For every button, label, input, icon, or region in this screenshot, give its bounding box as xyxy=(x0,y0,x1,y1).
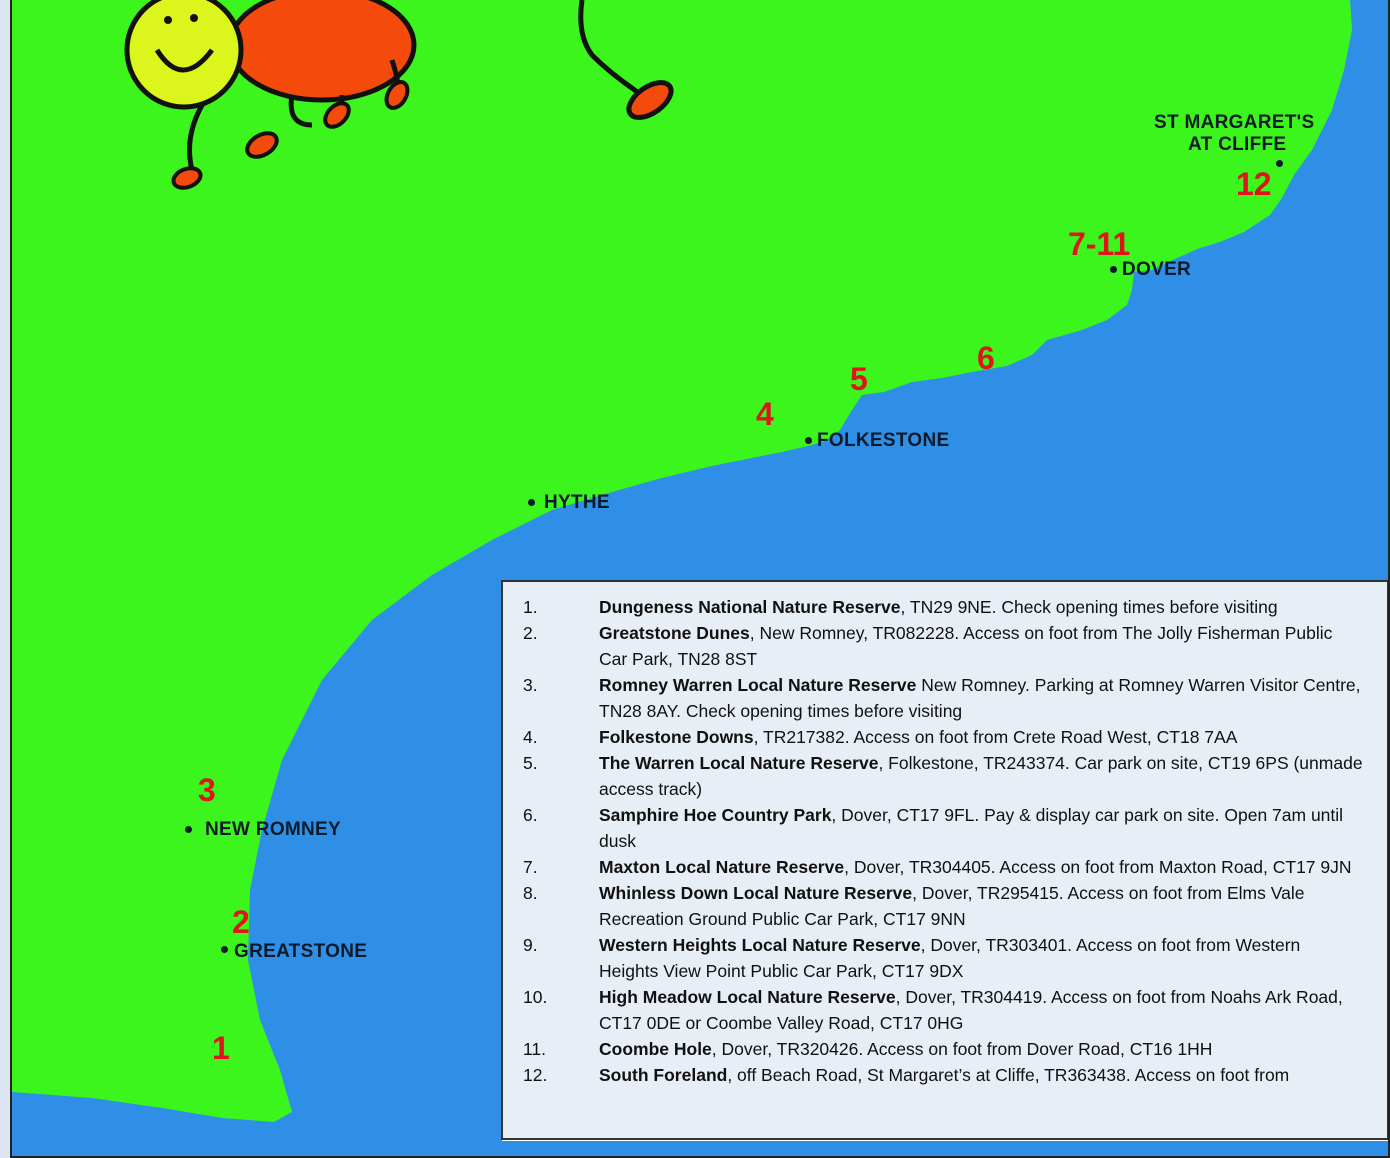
legend-item xyxy=(523,802,1363,854)
site-marker-4: 4 xyxy=(756,396,774,432)
legend-item-name: Dungeness National Nature Reserve xyxy=(599,597,901,617)
town-label-folkestone: FOLKESTONE xyxy=(817,430,950,451)
site-marker-7-11: 7-11 xyxy=(1068,226,1131,262)
town-label-st-margarets xyxy=(1154,112,1314,156)
town-dot-dover xyxy=(1110,266,1117,273)
legend-item-number: 10. xyxy=(523,987,548,1007)
legend-item-name: Western Heights Local Nature Reserve xyxy=(599,935,921,955)
legend-item-text xyxy=(599,724,1363,750)
site-marker-1: 1 xyxy=(212,1030,230,1066)
town-dot-folkestone xyxy=(805,437,812,444)
legend-item-number: 12. xyxy=(523,1065,548,1085)
legend-item-number: 4. xyxy=(523,727,538,747)
legend-item-number: 9. xyxy=(523,935,538,955)
legend-item-text xyxy=(599,750,1363,802)
legend-item-detail: , TR217382. Access on foot from Crete Road West, CT18 7AA xyxy=(753,727,1238,747)
legend-item-detail: New Romney. Parking at Romney Warren Visitor Centre, TN28 8AY. Check opening times before visiting xyxy=(599,675,1361,721)
legend-item-name: Folkestone Downs xyxy=(599,727,754,747)
town-dot-hythe xyxy=(528,499,535,506)
legend-item-number: 6. xyxy=(523,805,538,825)
legend-item-name: Whinless Down Local Nature Reserve xyxy=(599,883,913,903)
town-label-line: ST MARGARET'S xyxy=(1154,112,1315,133)
legend-item-name: Coombe Hole xyxy=(599,1039,712,1059)
legend-item-number: 8. xyxy=(523,883,538,903)
legend-item-number: 3. xyxy=(523,675,538,695)
legend-item-detail: , off Beach Road, St Margaret’s at Cliffe, TR363438. Access on foot from xyxy=(727,1065,1290,1085)
legend-item-number: 2. xyxy=(523,623,538,643)
legend-item-name: South Foreland xyxy=(599,1065,728,1085)
legend-item xyxy=(523,750,1363,802)
legend-item-text xyxy=(599,672,1363,724)
legend-item xyxy=(523,880,1363,932)
legend-item-detail: , Dover, TR295415. Access on foot from Elms Vale Recreation Ground Public Car Park, CT17 9NN xyxy=(599,883,1305,929)
legend-item-detail: , New Romney, TR082228. Access on foot from The Jolly Fisherman Public Car Park, TN28 8ST xyxy=(599,623,1333,669)
legend-item-name: Romney Warren Local Nature Reserve xyxy=(599,675,917,695)
legend-item-text xyxy=(599,854,1363,880)
map-frame xyxy=(10,0,1390,1158)
legend-item-detail: , Dover, TR304405. Access on foot from Maxton Road, CT17 9JN xyxy=(844,857,1352,877)
legend-item-name: Greatstone Dunes xyxy=(599,623,750,643)
site-marker-6: 6 xyxy=(977,340,995,376)
legend-item-detail: , Dover, TR304419. Access on foot from Noahs Ark Road, CT17 0DE or Coombe Valley Road, CT17 0HG xyxy=(599,987,1343,1033)
legend-item-text xyxy=(599,984,1363,1036)
town-dot-greatstone xyxy=(221,946,228,953)
legend-item-number: 5. xyxy=(523,753,538,773)
legend-item-number: 1. xyxy=(523,597,538,617)
town-label-line: AT CLIFFE xyxy=(1188,134,1287,155)
legend-item-detail: , TN29 9NE. Check opening times before visiting xyxy=(900,597,1278,617)
legend-item xyxy=(523,724,1363,750)
legend-item-number: 11. xyxy=(523,1039,547,1059)
legend-item xyxy=(523,984,1363,1036)
legend-item xyxy=(523,854,1363,880)
town-label-dover: DOVER xyxy=(1122,259,1192,280)
legend-item xyxy=(523,594,1363,620)
legend-item-text xyxy=(599,932,1363,984)
site-marker-2: 2 xyxy=(232,904,250,940)
legend-item-name: Samphire Hoe Country Park xyxy=(599,805,832,825)
legend-item xyxy=(523,932,1363,984)
legend-item-text xyxy=(599,594,1363,620)
legend-item xyxy=(523,1062,1363,1088)
legend-item-detail: , Dover, CT17 9FL. Pay & display car park on site. Open 7am until dusk xyxy=(599,805,1344,851)
legend-item-number: 7. xyxy=(523,857,538,877)
legend-item-detail: , Dover, TR303401. Access on foot from Western Heights View Point Public Car Park, CT17 9DX xyxy=(599,935,1301,981)
legend-item xyxy=(523,1036,1363,1062)
town-label-hythe: HYTHE xyxy=(544,492,610,513)
legend-item-name: The Warren Local Nature Reserve xyxy=(599,753,879,773)
legend-item-text xyxy=(599,620,1363,672)
legend-item-text xyxy=(599,802,1363,854)
legend-item-text xyxy=(599,880,1363,932)
town-dot-new-romney xyxy=(185,826,192,833)
site-legend xyxy=(501,580,1389,1140)
legend-item-name: Maxton Local Nature Reserve xyxy=(599,857,845,877)
town-label-new-romney: NEW ROMNEY xyxy=(205,819,341,840)
legend-item-text xyxy=(599,1062,1363,1088)
legend-item xyxy=(523,620,1363,672)
legend-item-detail: , Dover, TR320426. Access on foot from Dover Road, CT16 1HH xyxy=(711,1039,1213,1059)
legend-item-detail: , Folkestone, TR243374. Car park on site, CT19 6PS (unmade access track) xyxy=(599,753,1363,799)
legend-item xyxy=(523,672,1363,724)
legend-item-text xyxy=(599,1036,1363,1062)
site-marker-5: 5 xyxy=(850,361,868,397)
site-marker-12: 12 xyxy=(1236,166,1272,202)
town-dot-st-margarets xyxy=(1276,160,1283,167)
site-marker-3: 3 xyxy=(198,772,216,808)
town-label-greatstone: GREATSTONE xyxy=(234,941,368,962)
legend-item-name: High Meadow Local Nature Reserve xyxy=(599,987,896,1007)
